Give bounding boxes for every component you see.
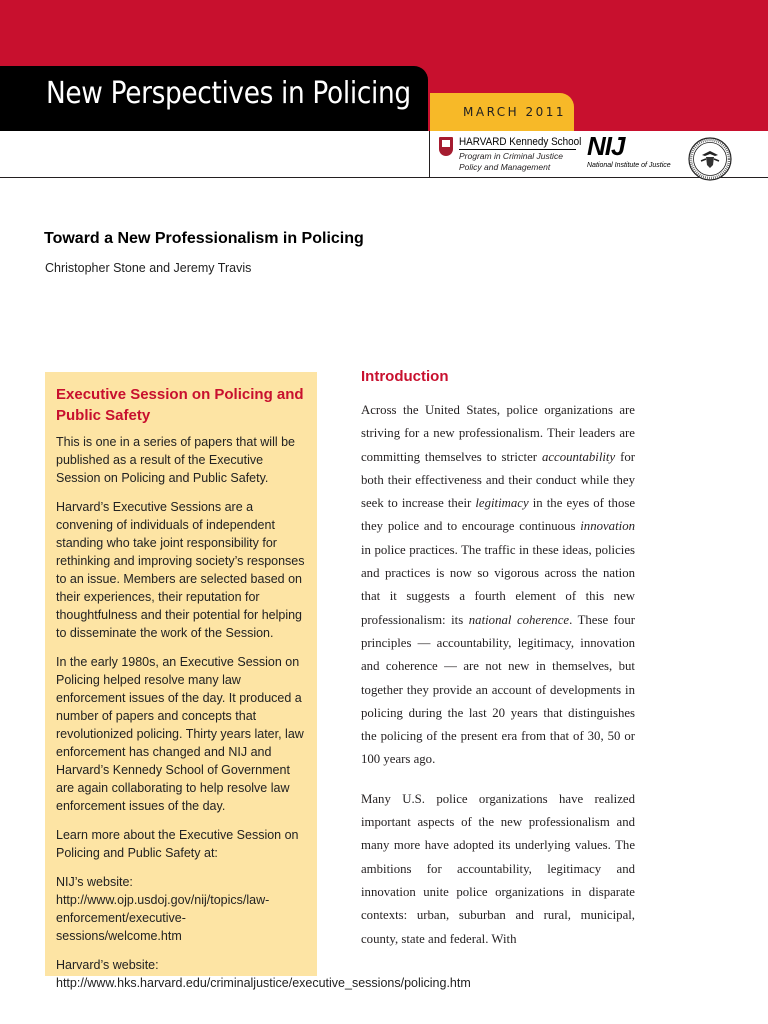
doj-seal-icon [688,137,732,181]
header-divider [429,131,430,178]
harvard-kennedy-school-name: HARVARD Kennedy School [459,136,582,148]
emphasis-accountability: accountability [541,449,616,464]
harvard-program-name [459,151,563,173]
series-title: New Perspectives in Policing [46,76,411,111]
sidebar-paragraph: Learn more about the Executive Session on Policing and Public Safety at: [56,828,299,860]
emphasis-legitimacy: legitimacy [475,496,529,511]
text-run: in the eyes of those they police and to encourage continuous [361,496,635,534]
paper-title: Toward a New Professionalism in Policing [44,230,364,247]
sidebar-paragraph: Harvard’s Executive Sessions are a convening of individuals of independent standing who take joint responsibility for rethinking and improving society’s responses to an issue. Members are selected based on their experiences, their reputation for thoughtfulness and their potential for helping to disseminate the work of the Session. [56,500,305,640]
introduction-body [361,399,635,967]
harvard-website-link[interactable]: Harvard’s website: http://www.hks.harvard.edu/criminaljustice/executive_sessions/policing.htm [56,958,471,990]
introduction-heading: Introduction [361,368,449,385]
harvard-program-line-1: Program in Criminal Justice [459,151,563,161]
sidebar-heading: Executive Session on Policing and Public Safety [56,386,304,424]
harvard-program-line-2: Policy and Management [459,162,551,172]
nij-logo: NIJ [587,131,625,161]
paper-authors: Christopher Stone and Jeremy Travis [45,261,252,275]
text-run: . These four principles — accountability, legitimacy, innovation and coherence — are not new in themselves, but together they provide an account of developments in policing during the last 20 years that distinguishes the policing of the present era from that of 30, 50 or 100 years ago. [361,612,635,767]
publication-date: MARCH 2011 [463,105,567,119]
emphasis-innovation: innovation [580,519,635,534]
sidebar-paragraph: In the early 1980s, an Executive Session on Policing helped resolve many law enforcement issues of the day. It produced a number of papers and concepts that revolutionized policing. Thirty years later, law enforcement has changed and NIJ and Harvard’s Kennedy School of Government are again collaborating to help resolve law enforcement issues of the day. [56,655,304,813]
emphasis-national-coherence: national coherence [468,612,570,627]
introduction-paragraph-1 [361,399,635,772]
header-rule [0,177,768,178]
nij-name: National Institute of Justice [587,162,671,169]
text-run: in police practices. The traffic in these ideas, policies and practices is now so vigorous across the nation that it suggests a fourth element of this new professionalism: its [361,542,635,627]
harvard-shield-logo [439,137,453,156]
nij-website-link[interactable]: NIJ’s website: http://www.ojp.usdoj.gov/nij/topics/law-enforcement/executive-sessions/welcome.htm [56,875,270,943]
text-run: for both their effectiveness and their conduct while they seek to increase their [361,449,635,511]
sidebar-paragraph: This is one in a series of papers that will be published as a result of the Executive Session on Policing and Public Safety. [56,435,296,485]
text-run: Across the United States, police organizations are striving for a new professionalism. Their leaders are committing themselves to stricter [361,403,635,464]
harvard-logo-rule [459,149,576,150]
sidebar-body [56,433,471,1003]
introduction-paragraph-2: Many U.S. police organizations have realized important aspects of the new professionalism and many more have adopted its underlying values. The ambitions for accountability, legitimacy and innovation unite police organizations in disparate contexts: urban, suburban and rural, municipal, county, state and federal. With [361,791,635,946]
